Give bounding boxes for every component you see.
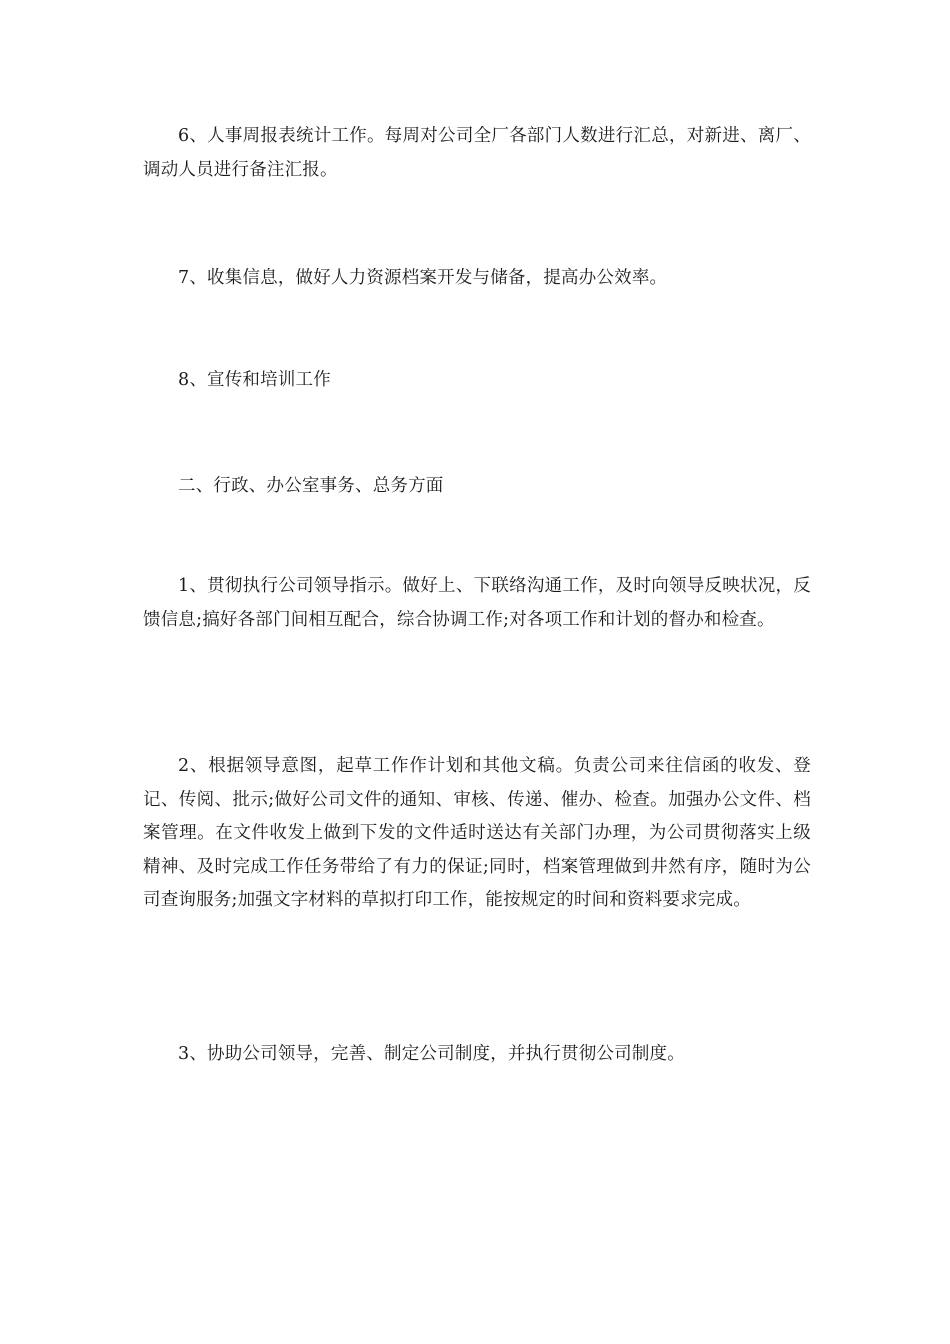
- paragraph-item-7-collect-info: 7、收集信息，做好人力资源档案开发与储备，提高办公效率。: [178, 268, 668, 288]
- section-heading-admin-office: 二、行政、办公室事务、总务方面: [178, 476, 444, 496]
- paragraph-item-1-leadership-instructions: 1、贯彻执行公司领导指示。做好上、下联络沟通工作，及时向领导反映状况，反馈信息;搞好各部门间相互配合，综合协调工作;对各项工作和计划的督办和检查。: [143, 576, 811, 630]
- paragraph-item-6-weekly-report: 6、人事周报表统计工作。每周对公司全厂各部门人数进行汇总，对新进、离厂、调动人员进行备注汇报。: [143, 126, 811, 180]
- paragraph-item-8-training: 8、宣传和培训工作: [178, 370, 331, 390]
- paragraph-item-2-document-management: 2、根据领导意图，起草工作作计划和其他文稿。负责公司来往信函的收发、登记、传阅、批示;做好公司文件的通知、审核、传递、催办、检查。加强办公文件、档案管理。在文件收发上做到下发的文件适时送达有关部门办理，为公司贯彻落实上级精神、及时完成工作任务带给了有力的保证;同时，档案管理做到井然有序，随时为公司查询服务;加强文字材料的草拟打印工作，能按规定的时间和资料要求完成。: [143, 756, 811, 910]
- paragraph-item-3-company-rules: 3、协助公司领导，完善、制定公司制度，并执行贯彻公司制度。: [178, 1044, 685, 1064]
